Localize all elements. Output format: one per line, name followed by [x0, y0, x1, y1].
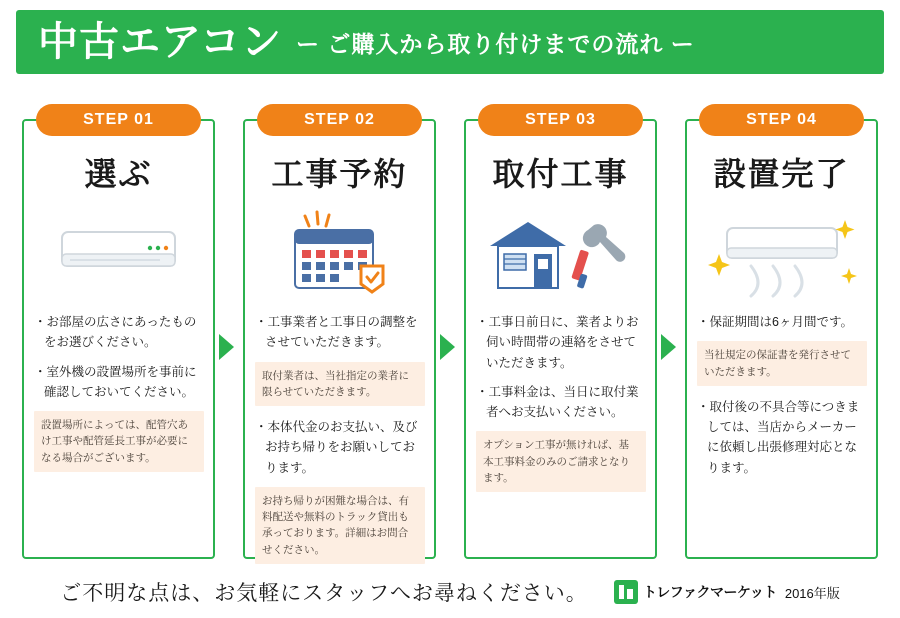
step-body-3: [476, 312, 646, 503]
step-bullet: ・室外機の設置場所を事前に確認しておいてください。: [34, 364, 197, 399]
brand-mark-icon: [614, 580, 638, 604]
step-column-4: [685, 104, 878, 559]
step-note: 設置場所によっては、配管穴あけ工事や配管延長工事が必要になる場合がございます。: [34, 411, 204, 472]
step-note: オプション工事が無ければ、基本工事料金のみのご請求となります。: [476, 431, 646, 492]
step-body-1: [34, 312, 204, 483]
step-badge-4: STEP 04: [699, 104, 864, 136]
footer: [0, 570, 900, 614]
step-badge-3: STEP 03: [478, 104, 643, 136]
calendar-icon: [243, 204, 436, 304]
installed-air-conditioner-icon: [685, 204, 878, 304]
step-heading-1: 選ぶ: [84, 156, 153, 192]
step-body-2: [255, 312, 425, 575]
step-note: 当社規定の保証書を発行させていただきます。: [697, 341, 867, 386]
brand-logo: [614, 580, 840, 604]
step-bullet: ・お部屋の広さにあったものをお選びください。: [34, 315, 197, 350]
step-heading-3: 取付工事: [492, 156, 629, 192]
step-heading-4: 設置完了: [713, 156, 850, 192]
step-bullet: ・工事日前日に、業者よりお伺い時間帯の連絡をさせていただきます。: [476, 315, 639, 370]
flow-arrow-icon: [219, 334, 234, 360]
header-banner: [16, 10, 884, 74]
step-bullet: ・保証期間は6ヶ月間です。: [697, 315, 853, 329]
step-bullet: ・工事業者と工事日の調整をさせていただきます。: [255, 315, 418, 350]
step-column-3: [464, 104, 657, 559]
step-column-1: [22, 104, 215, 559]
air-conditioner-icon: [22, 204, 215, 304]
step-body-4: [697, 312, 867, 487]
brand-year: 2016年版: [784, 585, 840, 601]
flow-arrow-icon: [440, 334, 455, 360]
steps-container: [16, 104, 884, 564]
step-badge-1: STEP 01: [36, 104, 201, 136]
step-note: お持ち帰りが困難な場合は、有料配送や無料のトラック貸出も承っております。詳細はお問合せください。: [255, 487, 425, 564]
step-badge-2: STEP 02: [257, 104, 422, 136]
step-bullet: ・本体代金のお支払い、及びお持ち帰りをお願いしております。: [255, 420, 418, 475]
footer-text: ご不明な点は、お気軽にスタッフへお尋ねください。: [60, 582, 588, 605]
step-column-2: [243, 104, 436, 559]
page-title: 中古エアコン: [38, 20, 282, 64]
page-subtitle: ー ご購入から取り付けまでの流れ ー: [296, 30, 695, 57]
step-bullet: ・工事料金は、当日に取付業者へお支払いください。: [476, 384, 639, 419]
brand-name: トレファクマーケット: [642, 584, 777, 600]
step-heading-2: 工事予約: [271, 156, 408, 192]
step-bullet: ・取付後の不具合等につきましては、当店からメーカーに依頼し出張修理対応となります。: [697, 399, 860, 475]
step-note: 取付業者は、当社指定の業者に限らせていただきます。: [255, 362, 425, 407]
flow-arrow-icon: [661, 334, 676, 360]
house-tools-icon: [464, 204, 657, 304]
